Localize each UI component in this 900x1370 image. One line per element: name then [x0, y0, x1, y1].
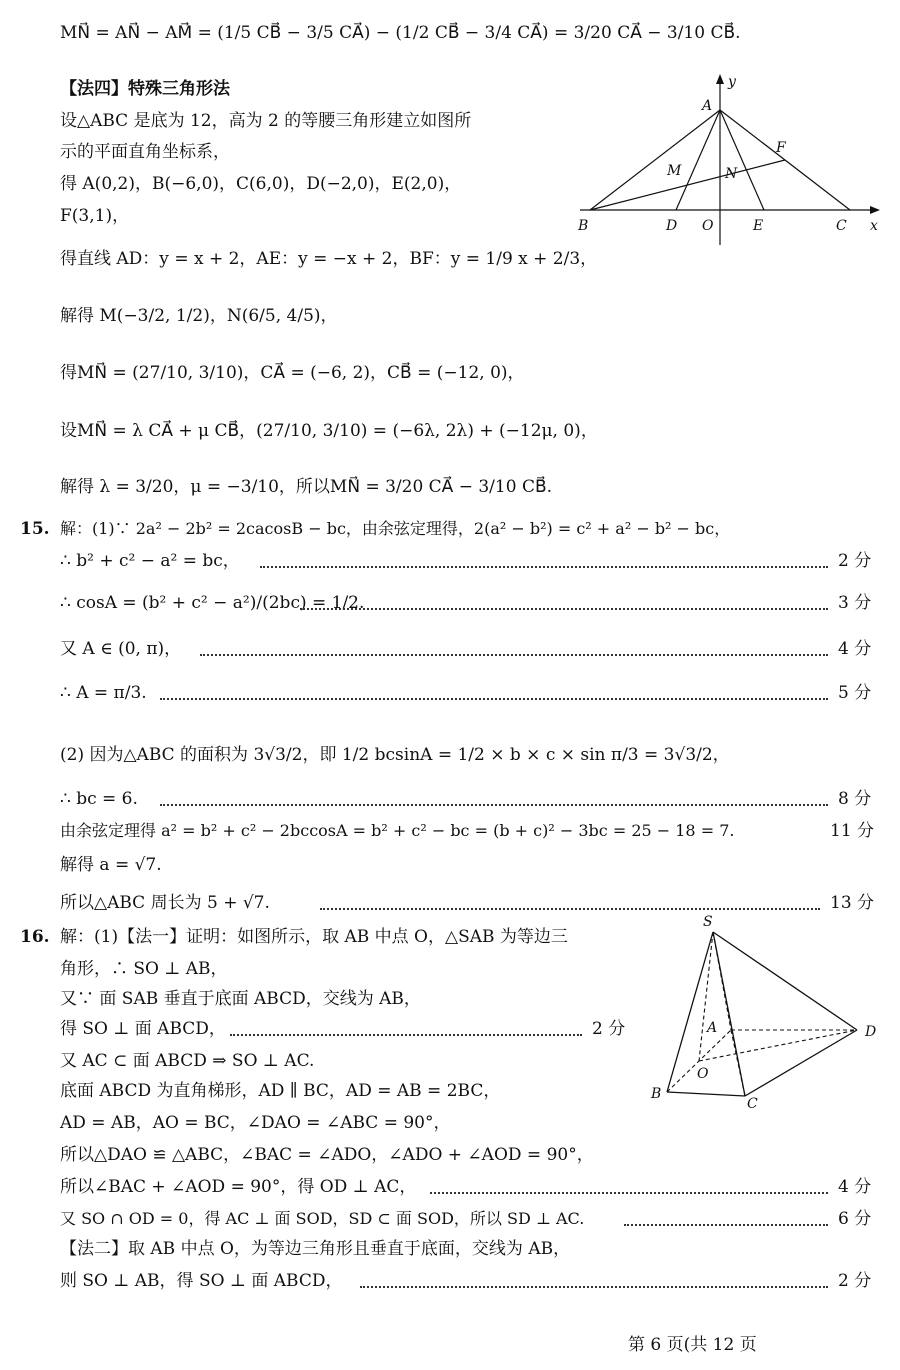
q15-score-4: 4 分 [838, 639, 872, 659]
q15-line-7: ∴ bc = 6. [60, 789, 138, 809]
dot-leader [300, 608, 828, 610]
q16-line-11: 【法二】取 AB 中点 O，为等边三角形且垂直于底面，交线为 AB， [60, 1239, 571, 1259]
method4-title: 【法四】特殊三角形法 [60, 79, 230, 99]
q15-line-6: (2) 因为△ABC 的面积为 3√3/2，即 1/2 bcsinA = 1/2 × b × c × sin π/3 = 3√3/2， [60, 745, 730, 765]
triangle-coordinate-figure [570, 70, 890, 245]
fig-label-E: E [753, 218, 764, 234]
q15-line-2: ∴ b² + c² − a² = bc， [60, 551, 240, 571]
pyr-label-C: C [747, 1096, 758, 1110]
fig-label-F: F [776, 140, 786, 156]
method4-line-7: 得MN⃗ = (27/10, 3/10)，CA⃗ = (−6, 2)，CB⃗ = (−12, 0)， [60, 363, 525, 383]
dot-leader [360, 1286, 828, 1288]
method4-line-2: 示的平面直角坐标系， [60, 142, 230, 162]
q15-line-10: 所以△ABC 周长为 5 + √7. [60, 893, 270, 913]
fig-label-y: y [728, 74, 736, 90]
q15-score-5: 5 分 [838, 683, 872, 703]
fig-label-N: N [725, 166, 738, 182]
pyr-label-B: B [651, 1086, 662, 1102]
dot-leader [160, 698, 828, 700]
q16-score-2b: 2 分 [838, 1271, 872, 1291]
method4-line-5: 得直线 AD：y = x + 2，AE：y = −x + 2，BF：y = 1/9 x + 2/3， [60, 249, 598, 269]
fig-label-M: M [667, 163, 682, 179]
q16-score-6: 6 分 [838, 1209, 872, 1229]
method4-line-3: 得 A(0,2)，B(−6,0)，C(6,0)，D(−2,0)，E(2,0)， [60, 174, 462, 194]
fig-label-D: D [666, 218, 678, 234]
q16-line-2: 角形，∴ SO ⊥ AB， [60, 959, 228, 979]
q15-line-8: 由余弦定理得 a² = b² + c² − 2bccosA = b² + c² − bc = (b + c)² − 3bc = 25 − 18 = 7. [60, 821, 735, 840]
q16-line-5: 又 AC ⊂ 面 ABCD ⇒ SO ⊥ AC. [60, 1051, 315, 1071]
q15-line-3: ∴ cosA = (b² + c² − a²)/(2bc) = 1/2. [60, 593, 365, 613]
q16-score-2a: 2 分 [592, 1019, 626, 1039]
q16-line-1: 解：(1)【法一】证明：如图所示，取 AB 中点 O，△SAB 为等边三 [60, 927, 568, 947]
q16-number: 16. [20, 927, 50, 947]
header-equation: MN⃗ = AN⃗ − AM⃗ = (1/5 CB⃗ − 3/5 CA⃗) − (1/2 CB⃗ − 3/4 CA⃗) = 3/20 CA⃗ − 3/10 CB⃗. [60, 23, 741, 43]
q15-score-11: 11 分 [830, 821, 875, 841]
q15-line-4: 又 A ∈ (0, π)， [60, 639, 182, 659]
fig-label-x: x [870, 218, 878, 234]
q15-number: 15. [20, 519, 50, 539]
method4-line-8: 设MN⃗ = λ CA⃗ + μ CB⃗，(27/10, 3/10) = (−6λ, 2λ) + (−12μ, 0)， [60, 421, 598, 441]
q16-line-8: 所以△DAO ≌ △ABC，∠BAC = ∠ADO，∠ADO + ∠AOD = 90°， [60, 1145, 594, 1165]
q15-line-9: 解得 a = √7. [60, 855, 162, 875]
q16-line-4: 得 SO ⊥ 面 ABCD， [60, 1019, 226, 1039]
fig-label-B: B [578, 218, 589, 234]
q16-line-7: AD = AB，AO = BC，∠DAO = ∠ABC = 90°， [60, 1113, 451, 1133]
pyramid-figure [645, 910, 885, 1110]
q15-line-1: 解：(1)∵ 2a² − 2b² = 2cacosB − bc，由余弦定理得，2(a² − b²) = c² + a² − b² − bc， [60, 519, 731, 538]
method4-line-6: 解得 M(−3/2, 1/2)，N(6/5, 4/5)， [60, 306, 338, 326]
dot-leader [230, 1034, 582, 1036]
fig-label-C: C [836, 218, 847, 234]
q16-line-6: 底面 ABCD 为直角梯形，AD ∥ BC，AD = AB = 2BC， [60, 1081, 501, 1101]
q16-line-3: 又∵ 面 SAB 垂直于底面 ABCD，交线为 AB， [60, 989, 421, 1009]
q16-line-9: 所以∠BAC + ∠AOD = 90°，得 OD ⊥ AC， [60, 1177, 417, 1197]
dot-leader [200, 654, 828, 656]
q16-line-10: 又 SO ∩ OD = 0，得 AC ⊥ 面 SOD，SD ⊂ 面 SOD，所以 SD ⊥ AC. [60, 1209, 585, 1228]
q16-line-12: 则 SO ⊥ AB，得 SO ⊥ 面 ABCD， [60, 1271, 343, 1291]
q15-score-13: 13 分 [830, 893, 875, 913]
dot-leader [430, 1192, 828, 1194]
q16-score-4: 4 分 [838, 1177, 872, 1197]
q15-score-2: 2 分 [838, 551, 872, 571]
q15-score-8: 8 分 [838, 789, 872, 809]
fig-label-O: O [702, 218, 714, 234]
pyr-label-D: D [865, 1024, 877, 1040]
q15-line-5: ∴ A = π/3. [60, 683, 147, 703]
pyr-label-O: O [697, 1066, 709, 1082]
dot-leader [160, 804, 828, 806]
fig-label-A: A [702, 98, 713, 114]
method4-line-9: 解得 λ = 3/20，μ = −3/10，所以MN⃗ = 3/20 CA⃗ − 3/10 CB⃗. [60, 477, 553, 497]
dot-leader [260, 566, 828, 568]
pyr-label-A: A [707, 1020, 718, 1036]
dot-leader [624, 1224, 828, 1226]
pyr-label-S: S [703, 914, 713, 930]
q15-score-3: 3 分 [838, 593, 872, 613]
method4-line-1: 设△ABC 是底为 12，高为 2 的等腰三角形建立如图所 [60, 111, 472, 131]
method4-line-4: F(3,1)， [60, 206, 130, 226]
page-number: 第 6 页(共 12 页 [628, 1335, 757, 1355]
